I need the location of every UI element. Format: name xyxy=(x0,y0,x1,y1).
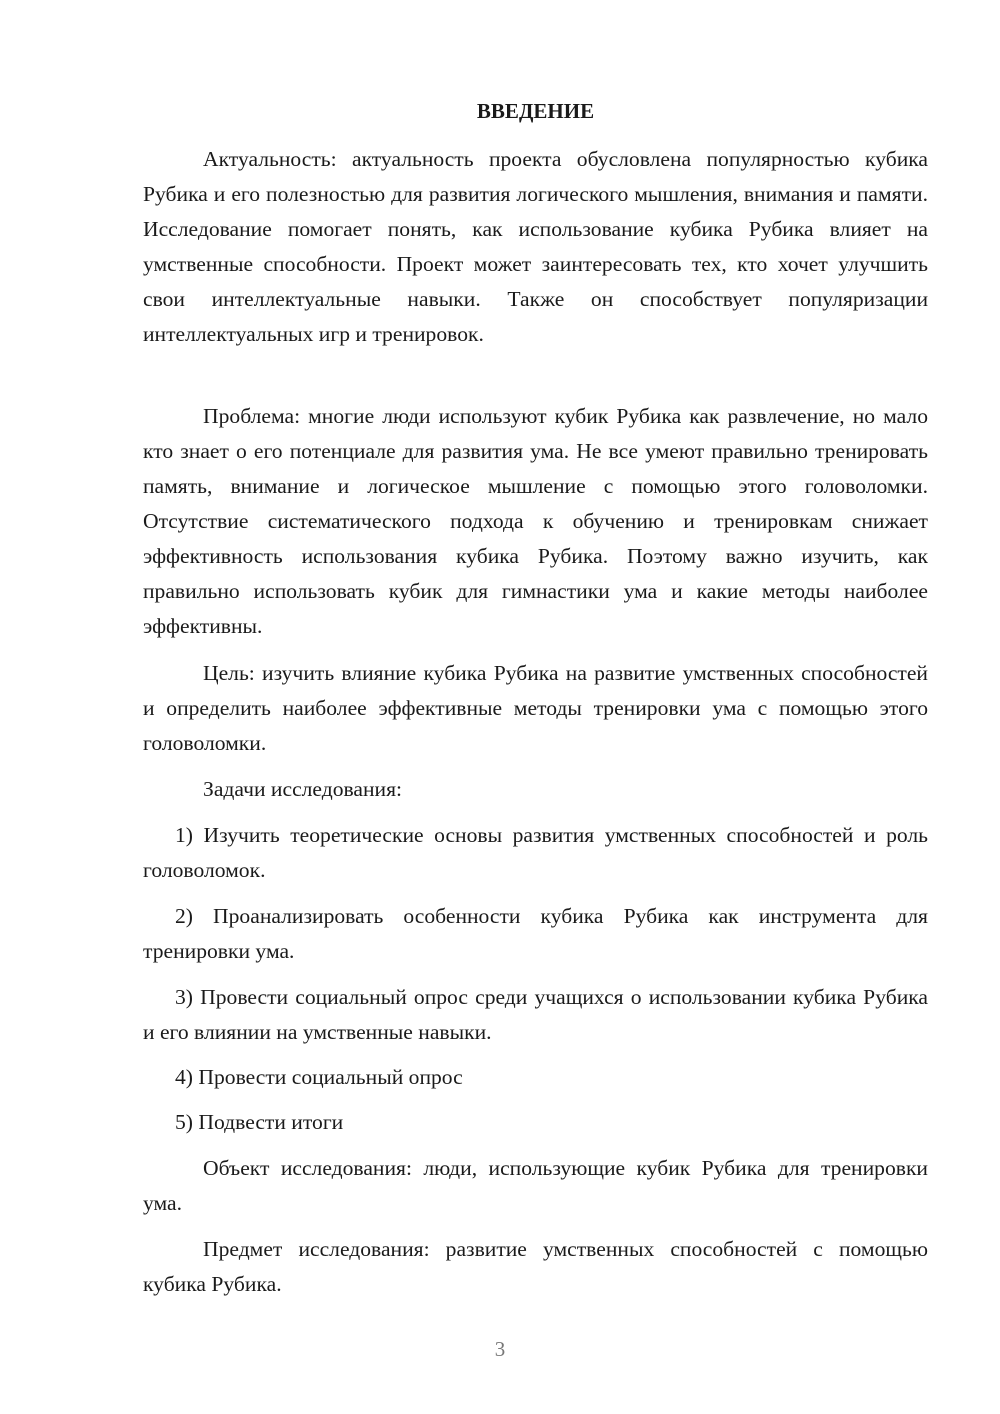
task-item-4: 4) Провести социальный опрос xyxy=(175,1065,463,1089)
goal-paragraph: Цель: изучить влияние кубика Рубика на развитие умственных способностей и определить наиболее эффективные методы тренировки ума с помощью этого головоломки. xyxy=(143,661,928,755)
task-item-3: 3) Провести социальный опрос среди учащихся о использовании кубика Рубика и его влиянии на умственные навыки. xyxy=(143,985,928,1044)
task-item-1: 1) Изучить теоретические основы развития умственных способностей и роль головоломок. xyxy=(143,823,928,882)
task-item-2: 2) Проанализировать особенности кубика Рубика как инструмента для тренировки ума. xyxy=(143,904,928,963)
subject-paragraph: Предмет исследования: развитие умственных способностей с помощью кубика Рубика. xyxy=(143,1237,928,1296)
page-number: 3 xyxy=(494,1337,506,1361)
relevance-paragraph: Актуальность: актуальность проекта обусловлена популярностью кубика Рубика и его полезностью для развития логического мышления, внимания и памяти. Исследование помогает понять, как использование кубика Рубика влияет на умственные способности. Проект может заинтересовать тех, кто хочет улучшить свои интеллектуальные навыки. Также он способствует популяризации интеллектуальных игр и тренировок. xyxy=(143,147,928,346)
section-heading: ВВЕДЕНИЕ xyxy=(476,99,595,123)
problem-paragraph: Проблема: многие люди используют кубик Рубика как развлечение, но мало кто знает о его потенциале для развития ума. Не все умеют правильно тренировать память, внимание и логическое мышление с помощью этого головоломки. Отсутствие систематического подхода к обучению и тренировкам снижает эффективность использования кубика Рубика. Поэтому важно изучить, как правильно использовать кубик для гимнастики ума и какие методы наиболее эффективны. xyxy=(143,404,928,638)
tasks-title: Задачи исследования: xyxy=(203,777,403,801)
object-paragraph: Объект исследования: люди, использующие кубик Рубика для тренировки ума. xyxy=(143,1156,928,1215)
task-item-5: 5) Подвести итоги xyxy=(175,1110,344,1134)
